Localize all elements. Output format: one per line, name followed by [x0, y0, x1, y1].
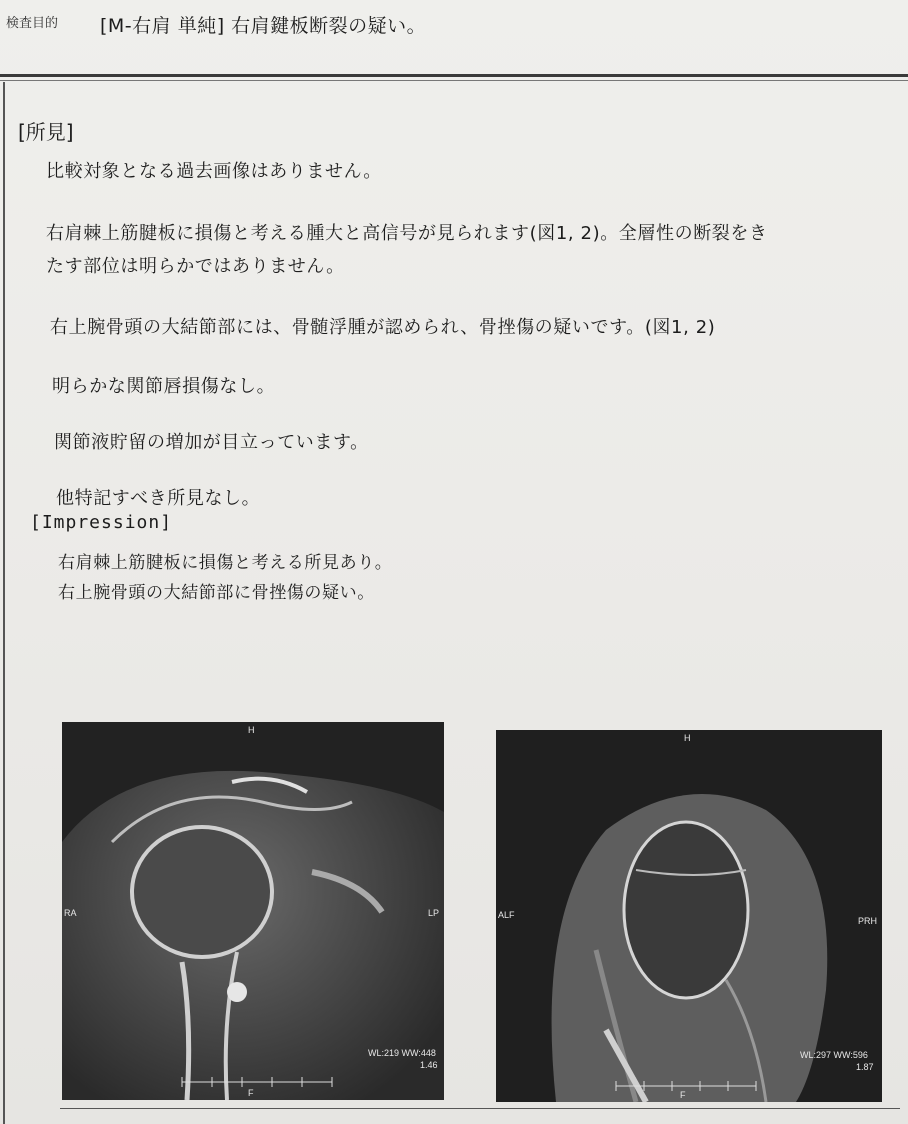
orientation-right: PRH: [858, 916, 878, 926]
orientation-top: H: [248, 725, 255, 735]
finding-line: 明らかな関節唇損傷なし。: [52, 376, 276, 397]
mri-image-coronal: [62, 722, 444, 1100]
mri-sagittal-drawing: [496, 730, 882, 1102]
exam-purpose-label: 検査目的: [6, 16, 59, 31]
mri-coronal-drawing: [62, 722, 444, 1100]
exam-purpose-row: [0, 0, 908, 72]
bottom-divider: [60, 1108, 900, 1109]
impression-line: 右肩棘上筋腱板に損傷と考える所見あり。: [58, 553, 393, 573]
mri-image-sagittal: [496, 730, 882, 1102]
orientation-left: RA: [64, 908, 77, 918]
zoom-level: 1.87: [856, 1062, 874, 1072]
orientation-bottom: F: [680, 1090, 686, 1100]
window-level: WL:219 WW:448: [368, 1048, 436, 1058]
finding-line: 右肩棘上筋腱板に損傷と考える腫大と高信号が見られます(図1, 2)。全層性の断裂をき: [46, 223, 768, 244]
finding-line: 比較対象となる過去画像はありません。: [46, 161, 382, 182]
header-divider: [0, 74, 908, 77]
impression-line: 右上腕骨頭の大結節部に骨挫傷の疑い。: [58, 583, 375, 603]
orientation-bottom: F: [248, 1088, 254, 1098]
window-level: WL:297 WW:596: [800, 1050, 868, 1060]
left-border: [3, 82, 5, 1124]
exam-purpose-value: [M-右肩 単純] 右肩鍵板断裂の疑い。: [100, 15, 427, 37]
orientation-left: ALF: [498, 910, 515, 920]
impression-heading: [Impression]: [30, 512, 173, 533]
finding-line: 関節液貯留の増加が目立っています。: [54, 432, 369, 453]
finding-line: たす部位は明らかではありません。: [46, 256, 345, 277]
findings-heading: [所見]: [18, 120, 74, 144]
finding-line: 右上腕骨頭の大結節部には、骨髄浮腫が認められ、骨挫傷の疑いです。(図1, 2): [50, 317, 716, 338]
header-divider-thin: [0, 80, 908, 81]
finding-line: 他特記すべき所見なし。: [56, 488, 261, 509]
zoom-level: 1.46: [420, 1060, 438, 1070]
orientation-right: LP: [428, 908, 440, 918]
orientation-top: H: [684, 733, 691, 743]
